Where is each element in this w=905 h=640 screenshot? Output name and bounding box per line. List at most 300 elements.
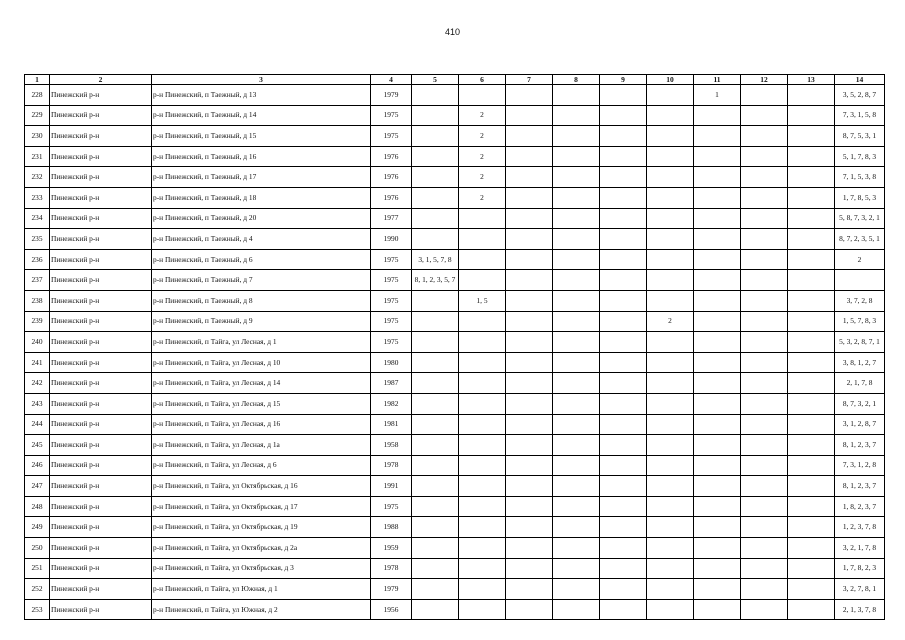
cell-col-8: [553, 126, 600, 147]
cell-col-8: [553, 208, 600, 229]
cell-col-3: р-н Пинежский, п Тайга, ул Октябрьская, д 16: [152, 476, 371, 497]
column-header-2: 2: [50, 75, 152, 85]
cell-col-5: [412, 352, 459, 373]
cell-col-13: [788, 352, 835, 373]
cell-col-4: 1979: [371, 579, 412, 600]
cell-col-14: 3, 8, 1, 2, 7: [835, 352, 885, 373]
cell-col-4: 1975: [371, 311, 412, 332]
cell-col-12: [741, 105, 788, 126]
cell-col-6: [459, 538, 506, 559]
cell-col-8: [553, 146, 600, 167]
cell-col-12: [741, 517, 788, 538]
cell-col-3: р-н Пинежский, п Тайга, ул Лесная, д 1: [152, 332, 371, 353]
cell-col-1: 231: [25, 146, 50, 167]
cell-col-4: 1979: [371, 85, 412, 106]
cell-col-9: [600, 249, 647, 270]
cell-col-5: [412, 167, 459, 188]
table-row: [25, 435, 885, 456]
cell-col-4: 1975: [371, 270, 412, 291]
table-row: [25, 517, 885, 538]
cell-col-5: [412, 538, 459, 559]
table-row: [25, 579, 885, 600]
cell-col-4: 1976: [371, 187, 412, 208]
cell-col-5: 3, 1, 5, 7, 8: [412, 249, 459, 270]
cell-col-5: [412, 599, 459, 620]
cell-col-5: [412, 187, 459, 208]
cell-col-6: [459, 579, 506, 600]
cell-col-4: 1958: [371, 435, 412, 456]
cell-col-2: Пинежский р-н: [50, 146, 152, 167]
cell-col-2: Пинежский р-н: [50, 599, 152, 620]
cell-col-7: [506, 208, 553, 229]
cell-col-8: [553, 352, 600, 373]
cell-col-12: [741, 393, 788, 414]
cell-col-1: 233: [25, 187, 50, 208]
cell-col-9: [600, 270, 647, 291]
table-row: [25, 373, 885, 394]
column-header-4: 4: [371, 75, 412, 85]
table-row: [25, 187, 885, 208]
cell-col-5: 8, 1, 2, 3, 5, 7: [412, 270, 459, 291]
cell-col-10: [647, 414, 694, 435]
cell-col-9: [600, 229, 647, 250]
cell-col-11: [694, 146, 741, 167]
cell-col-3: р-н Пинежский, п Таежный, д 7: [152, 270, 371, 291]
cell-col-7: [506, 435, 553, 456]
column-header-6: 6: [459, 75, 506, 85]
table-row: [25, 558, 885, 579]
cell-col-9: [600, 476, 647, 497]
cell-col-6: 1, 5: [459, 290, 506, 311]
cell-col-14: 2, 1, 7, 8: [835, 373, 885, 394]
cell-col-1: 250: [25, 538, 50, 559]
cell-col-1: 228: [25, 85, 50, 106]
cell-col-3: р-н Пинежский, п Таежный, д 18: [152, 187, 371, 208]
column-header-8: 8: [553, 75, 600, 85]
cell-col-13: [788, 167, 835, 188]
cell-col-1: 247: [25, 476, 50, 497]
cell-col-2: Пинежский р-н: [50, 352, 152, 373]
cell-col-9: [600, 517, 647, 538]
cell-col-10: [647, 126, 694, 147]
cell-col-3: р-н Пинежский, п Таежный, д 9: [152, 311, 371, 332]
cell-col-12: [741, 270, 788, 291]
cell-col-11: [694, 455, 741, 476]
table-row: [25, 85, 885, 106]
cell-col-3: р-н Пинежский, п Таежный, д 8: [152, 290, 371, 311]
cell-col-8: [553, 538, 600, 559]
cell-col-9: [600, 208, 647, 229]
cell-col-11: [694, 414, 741, 435]
cell-col-11: [694, 496, 741, 517]
cell-col-13: [788, 393, 835, 414]
cell-col-8: [553, 393, 600, 414]
cell-col-2: Пинежский р-н: [50, 517, 152, 538]
cell-col-10: [647, 579, 694, 600]
cell-col-13: [788, 435, 835, 456]
table-row: [25, 229, 885, 250]
cell-col-8: [553, 517, 600, 538]
cell-col-14: 1, 5, 7, 8, 3: [835, 311, 885, 332]
cell-col-7: [506, 579, 553, 600]
cell-col-14: 3, 7, 2, 8: [835, 290, 885, 311]
cell-col-13: [788, 229, 835, 250]
cell-col-2: Пинежский р-н: [50, 270, 152, 291]
cell-col-8: [553, 496, 600, 517]
cell-col-12: [741, 332, 788, 353]
cell-col-1: 244: [25, 414, 50, 435]
cell-col-9: [600, 146, 647, 167]
table-row: [25, 476, 885, 497]
cell-col-1: 229: [25, 105, 50, 126]
cell-col-3: р-н Пинежский, п Тайга, ул Лесная, д 14: [152, 373, 371, 394]
cell-col-9: [600, 579, 647, 600]
cell-col-14: 2, 1, 3, 7, 8: [835, 599, 885, 620]
cell-col-7: [506, 311, 553, 332]
cell-col-8: [553, 167, 600, 188]
cell-col-7: [506, 167, 553, 188]
cell-col-5: [412, 208, 459, 229]
cell-col-8: [553, 311, 600, 332]
cell-col-11: [694, 517, 741, 538]
cell-col-12: [741, 167, 788, 188]
cell-col-11: [694, 558, 741, 579]
table-row: [25, 167, 885, 188]
cell-col-3: р-н Пинежский, п Тайга, ул Лесная, д 16: [152, 414, 371, 435]
cell-col-12: [741, 538, 788, 559]
cell-col-6: 2: [459, 146, 506, 167]
cell-col-10: [647, 208, 694, 229]
table-header-row: [25, 75, 885, 85]
cell-col-13: [788, 311, 835, 332]
cell-col-11: [694, 105, 741, 126]
cell-col-9: [600, 352, 647, 373]
cell-col-7: [506, 352, 553, 373]
cell-col-10: [647, 352, 694, 373]
cell-col-14: 8, 7, 3, 2, 1: [835, 393, 885, 414]
cell-col-12: [741, 373, 788, 394]
cell-col-10: [647, 187, 694, 208]
cell-col-6: [459, 517, 506, 538]
cell-col-4: 1975: [371, 332, 412, 353]
table-row: [25, 599, 885, 620]
cell-col-2: Пинежский р-н: [50, 579, 152, 600]
cell-col-12: [741, 208, 788, 229]
cell-col-2: Пинежский р-н: [50, 249, 152, 270]
column-header-12: 12: [741, 75, 788, 85]
cell-col-1: 232: [25, 167, 50, 188]
cell-col-11: [694, 579, 741, 600]
cell-col-11: [694, 270, 741, 291]
cell-col-11: [694, 290, 741, 311]
cell-col-3: р-н Пинежский, п Тайга, ул Лесная, д 10: [152, 352, 371, 373]
cell-col-13: [788, 476, 835, 497]
cell-col-13: [788, 332, 835, 353]
table-row: [25, 105, 885, 126]
cell-col-13: [788, 270, 835, 291]
cell-col-13: [788, 517, 835, 538]
cell-col-2: Пинежский р-н: [50, 373, 152, 394]
cell-col-4: 1980: [371, 352, 412, 373]
cell-col-10: [647, 85, 694, 106]
cell-col-7: [506, 187, 553, 208]
cell-col-9: [600, 538, 647, 559]
cell-col-3: р-н Пинежский, п Тайга, ул Лесная, д 1а: [152, 435, 371, 456]
cell-col-14: 3, 5, 2, 8, 7: [835, 85, 885, 106]
cell-col-6: [459, 373, 506, 394]
cell-col-14: 3, 1, 2, 8, 7: [835, 414, 885, 435]
cell-col-6: 2: [459, 187, 506, 208]
cell-col-11: [694, 393, 741, 414]
cell-col-12: [741, 599, 788, 620]
cell-col-5: [412, 311, 459, 332]
cell-col-13: [788, 249, 835, 270]
cell-col-14: 3, 2, 7, 8, 1: [835, 579, 885, 600]
cell-col-14: 7, 3, 1, 2, 8: [835, 455, 885, 476]
cell-col-4: 1975: [371, 105, 412, 126]
cell-col-10: 2: [647, 311, 694, 332]
cell-col-11: [694, 435, 741, 456]
cell-col-2: Пинежский р-н: [50, 229, 152, 250]
cell-col-11: [694, 373, 741, 394]
cell-col-9: [600, 435, 647, 456]
cell-col-8: [553, 455, 600, 476]
cell-col-14: 5, 8, 7, 3, 2, 1: [835, 208, 885, 229]
cell-col-3: р-н Пинежский, п Таежный, д 13: [152, 85, 371, 106]
cell-col-7: [506, 126, 553, 147]
cell-col-5: [412, 579, 459, 600]
register-table: [24, 74, 885, 620]
cell-col-14: 1, 2, 3, 7, 8: [835, 517, 885, 538]
cell-col-8: [553, 290, 600, 311]
cell-col-4: 1987: [371, 373, 412, 394]
cell-col-11: [694, 332, 741, 353]
cell-col-14: 8, 7, 2, 3, 5, 1: [835, 229, 885, 250]
cell-col-6: [459, 311, 506, 332]
cell-col-5: [412, 414, 459, 435]
cell-col-6: [459, 352, 506, 373]
cell-col-3: р-н Пинежский, п Таежный, д 16: [152, 146, 371, 167]
cell-col-12: [741, 476, 788, 497]
table-row: [25, 496, 885, 517]
table-row: [25, 146, 885, 167]
cell-col-5: [412, 558, 459, 579]
cell-col-5: [412, 126, 459, 147]
cell-col-7: [506, 558, 553, 579]
cell-col-11: [694, 126, 741, 147]
table-row: [25, 538, 885, 559]
cell-col-4: 1978: [371, 558, 412, 579]
cell-col-5: [412, 146, 459, 167]
column-header-9: 9: [600, 75, 647, 85]
cell-col-6: 2: [459, 167, 506, 188]
cell-col-7: [506, 105, 553, 126]
cell-col-12: [741, 414, 788, 435]
cell-col-13: [788, 146, 835, 167]
cell-col-2: Пинежский р-н: [50, 538, 152, 559]
cell-col-9: [600, 85, 647, 106]
cell-col-1: 240: [25, 332, 50, 353]
cell-col-13: [788, 373, 835, 394]
cell-col-2: Пинежский р-н: [50, 187, 152, 208]
cell-col-7: [506, 517, 553, 538]
cell-col-12: [741, 435, 788, 456]
cell-col-2: Пинежский р-н: [50, 105, 152, 126]
cell-col-9: [600, 311, 647, 332]
cell-col-13: [788, 126, 835, 147]
cell-col-11: [694, 476, 741, 497]
cell-col-2: Пинежский р-н: [50, 208, 152, 229]
cell-col-7: [506, 332, 553, 353]
cell-col-7: [506, 599, 553, 620]
cell-col-8: [553, 414, 600, 435]
cell-col-11: [694, 187, 741, 208]
table-row: [25, 208, 885, 229]
cell-col-5: [412, 393, 459, 414]
cell-col-9: [600, 558, 647, 579]
cell-col-5: [412, 476, 459, 497]
cell-col-4: 1976: [371, 146, 412, 167]
cell-col-12: [741, 311, 788, 332]
cell-col-8: [553, 270, 600, 291]
cell-col-13: [788, 558, 835, 579]
cell-col-14: 8, 7, 5, 3, 1: [835, 126, 885, 147]
cell-col-1: 237: [25, 270, 50, 291]
cell-col-13: [788, 599, 835, 620]
cell-col-1: 245: [25, 435, 50, 456]
cell-col-2: Пинежский р-н: [50, 167, 152, 188]
table-row: [25, 311, 885, 332]
cell-col-3: р-н Пинежский, п Тайга, ул Октябрьская, д 2а: [152, 538, 371, 559]
cell-col-11: 1: [694, 85, 741, 106]
cell-col-1: 239: [25, 311, 50, 332]
cell-col-12: [741, 146, 788, 167]
cell-col-12: [741, 455, 788, 476]
cell-col-7: [506, 249, 553, 270]
cell-col-12: [741, 126, 788, 147]
cell-col-5: [412, 85, 459, 106]
cell-col-6: [459, 249, 506, 270]
table-row: [25, 126, 885, 147]
cell-col-5: [412, 517, 459, 538]
cell-col-13: [788, 290, 835, 311]
cell-col-9: [600, 496, 647, 517]
cell-col-10: [647, 455, 694, 476]
cell-col-8: [553, 229, 600, 250]
cell-col-4: 1982: [371, 393, 412, 414]
cell-col-11: [694, 538, 741, 559]
cell-col-14: 7, 1, 5, 3, 8: [835, 167, 885, 188]
cell-col-5: [412, 435, 459, 456]
cell-col-8: [553, 105, 600, 126]
cell-col-6: [459, 476, 506, 497]
cell-col-1: 243: [25, 393, 50, 414]
cell-col-3: р-н Пинежский, п Таежный, д 17: [152, 167, 371, 188]
cell-col-8: [553, 249, 600, 270]
cell-col-14: 5, 1, 7, 8, 3: [835, 146, 885, 167]
cell-col-3: р-н Пинежский, п Тайга, ул Лесная, д 6: [152, 455, 371, 476]
cell-col-10: [647, 167, 694, 188]
cell-col-11: [694, 208, 741, 229]
cell-col-3: р-н Пинежский, п Тайга, ул Октябрьская, д 3: [152, 558, 371, 579]
cell-col-9: [600, 455, 647, 476]
cell-col-5: [412, 290, 459, 311]
cell-col-5: [412, 105, 459, 126]
cell-col-11: [694, 229, 741, 250]
cell-col-2: Пинежский р-н: [50, 393, 152, 414]
cell-col-2: Пинежский р-н: [50, 332, 152, 353]
page-number: 410: [444, 27, 461, 37]
table-row: [25, 290, 885, 311]
cell-col-8: [553, 187, 600, 208]
cell-col-1: 234: [25, 208, 50, 229]
cell-col-12: [741, 85, 788, 106]
column-header-3: 3: [152, 75, 371, 85]
cell-col-3: р-н Пинежский, п Таежный, д 15: [152, 126, 371, 147]
cell-col-11: [694, 599, 741, 620]
cell-col-8: [553, 558, 600, 579]
cell-col-7: [506, 373, 553, 394]
cell-col-11: [694, 352, 741, 373]
cell-col-10: [647, 517, 694, 538]
cell-col-4: 1988: [371, 517, 412, 538]
cell-col-1: 241: [25, 352, 50, 373]
cell-col-13: [788, 538, 835, 559]
cell-col-6: [459, 558, 506, 579]
cell-col-12: [741, 187, 788, 208]
cell-col-9: [600, 393, 647, 414]
column-header-13: 13: [788, 75, 835, 85]
cell-col-9: [600, 414, 647, 435]
cell-col-5: [412, 229, 459, 250]
cell-col-2: Пинежский р-н: [50, 558, 152, 579]
cell-col-2: Пинежский р-н: [50, 290, 152, 311]
cell-col-10: [647, 229, 694, 250]
cell-col-9: [600, 599, 647, 620]
cell-col-14: 1, 8, 2, 3, 7: [835, 496, 885, 517]
cell-col-6: 2: [459, 126, 506, 147]
cell-col-6: [459, 435, 506, 456]
cell-col-5: [412, 332, 459, 353]
cell-col-4: 1978: [371, 455, 412, 476]
cell-col-7: [506, 538, 553, 559]
cell-col-8: [553, 476, 600, 497]
table-row: [25, 414, 885, 435]
cell-col-4: 1990: [371, 229, 412, 250]
cell-col-9: [600, 126, 647, 147]
column-header-7: 7: [506, 75, 553, 85]
cell-col-9: [600, 332, 647, 353]
cell-col-9: [600, 187, 647, 208]
cell-col-7: [506, 229, 553, 250]
cell-col-2: Пинежский р-н: [50, 455, 152, 476]
cell-col-14: [835, 270, 885, 291]
cell-col-1: 252: [25, 579, 50, 600]
cell-col-13: [788, 187, 835, 208]
cell-col-13: [788, 496, 835, 517]
cell-col-6: [459, 229, 506, 250]
cell-col-10: [647, 373, 694, 394]
cell-col-13: [788, 579, 835, 600]
cell-col-7: [506, 270, 553, 291]
cell-col-4: 1981: [371, 414, 412, 435]
table-row: [25, 455, 885, 476]
cell-col-6: [459, 414, 506, 435]
table-row: [25, 332, 885, 353]
cell-col-7: [506, 85, 553, 106]
cell-col-1: 230: [25, 126, 50, 147]
cell-col-4: 1977: [371, 208, 412, 229]
